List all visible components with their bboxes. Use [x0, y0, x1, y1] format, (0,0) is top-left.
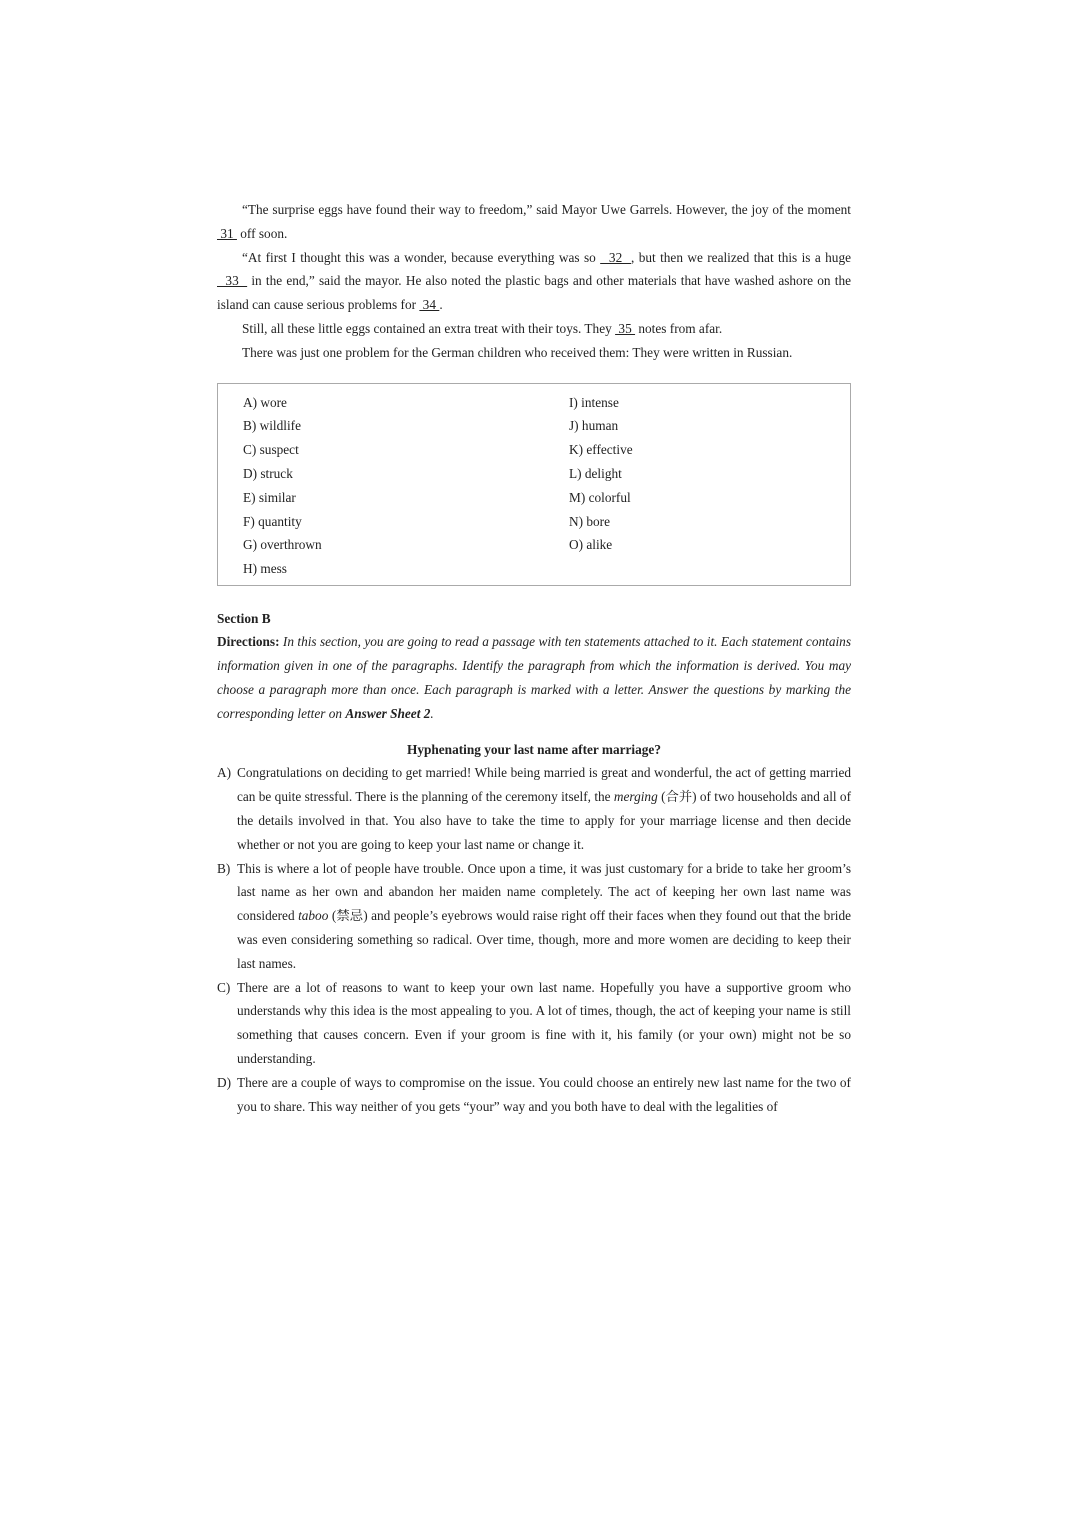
word-bank-left-column [243, 391, 322, 581]
word-option: A) wore [243, 394, 287, 410]
passage-paragraph-1: “The surprise eggs have found their way to freedom,” said Mayor Uwe Garrels. However, the joy of the moment 31 off soon. [217, 202, 851, 241]
passage-paragraph-4: There was just one problem for the German children who received them: They were written in Russian. [242, 344, 793, 360]
blank-35: 35 [615, 320, 636, 336]
word-option: H) mess [243, 561, 287, 577]
paragraph-label: B) [217, 860, 231, 876]
word-option: K) effective [569, 442, 633, 458]
passage-paragraph-3: Still, all these little eggs contained an extra treat with their toys. They 35 notes from afar. [242, 320, 723, 336]
word-option: L) delight [569, 465, 622, 481]
word-option: E) similar [243, 489, 296, 505]
blank-31: 31 [217, 225, 237, 241]
paragraph-label: C) [217, 979, 231, 995]
exam-page [217, 198, 851, 1118]
word-option: D) struck [243, 465, 293, 481]
blank-33: 33 [217, 273, 248, 289]
word-bank [217, 383, 851, 586]
article-paragraph-b: B) This is where a lot of people have trouble. Once upon a time, it was just customary for a bride to take her groom’s last name as her own and abandon her maiden name completely. The act of keeping her own last name was considered taboo (禁忌) and people’s eyebrows would raise right off their faces when they found out that the bride was even considering something so radical. Over time, though, more and more women are deciding to keep their last names. [217, 857, 851, 976]
section-b-directions: Directions: In this section, you are going to read a passage with ten statements attached to it. Each statement contains information given in one of the paragraphs. Identify the paragraph from which the information is derived. You may choose a paragraph more than once. Each paragraph is marked with a letter. Answer the questions by marking the corresponding letter on Answer Sheet 2. [217, 634, 851, 721]
answer-sheet-ref: Answer Sheet 2 [345, 705, 431, 721]
paragraph-label: D) [217, 1074, 232, 1090]
word-option: G) overthrown [243, 537, 322, 553]
word-option: O) alike [569, 537, 613, 553]
paragraph-label: A) [217, 765, 232, 781]
section-b-heading: Section B [217, 610, 271, 626]
article-paragraph-a: A) Congratulations on deciding to get married! While being married is great and wonderful, the act of getting married can be quite stressful. There is the planning of the ceremony itself, the merging (合并) of two households and all of the details involved in that. You also have to take the time to apply for your marriage license and then decide whether or not you are going to keep your last name or change it. [217, 761, 851, 856]
article-title: Hyphenating your last name after marriage? [407, 741, 661, 757]
word-option: N) bore [569, 513, 610, 529]
section-b [217, 607, 851, 726]
article-paragraph-c: C) There are a lot of reasons to want to keep your own last name. Hopefully you have a supportive groom who understands why this idea is the most appealing to you. A lot of times, though, the act of keeping your name is still something that causes concern. Even if your groom is fine with it, his family (or your own) might not be so understanding. [217, 976, 851, 1071]
blank-32: 32 [600, 249, 631, 265]
word-option: C) suspect [243, 442, 299, 458]
passage-paragraph-2: “At first I thought this was a wonder, because everything was so 32 , but then we realized that this is a huge 33 in the end,” said the mayor. He also noted the plastic bags and other materials that have washed ashore on the island can cause serious problems for 34 . [217, 249, 851, 313]
blank-34: 34 [419, 297, 440, 313]
word-option: I) intense [569, 394, 619, 410]
article-paragraph-d: D) There are a couple of ways to compromise on the issue. You could choose an entirely new last name for the two of you to share. This way neither of you gets “your” way and you both have to deal with the legalities of [217, 1071, 851, 1119]
word-bank-right-column [569, 391, 633, 558]
word-option: M) colorful [569, 489, 631, 505]
word-option: F) quantity [243, 513, 302, 529]
word-option: B) wildlife [243, 418, 301, 434]
word-option: J) human [569, 418, 619, 434]
